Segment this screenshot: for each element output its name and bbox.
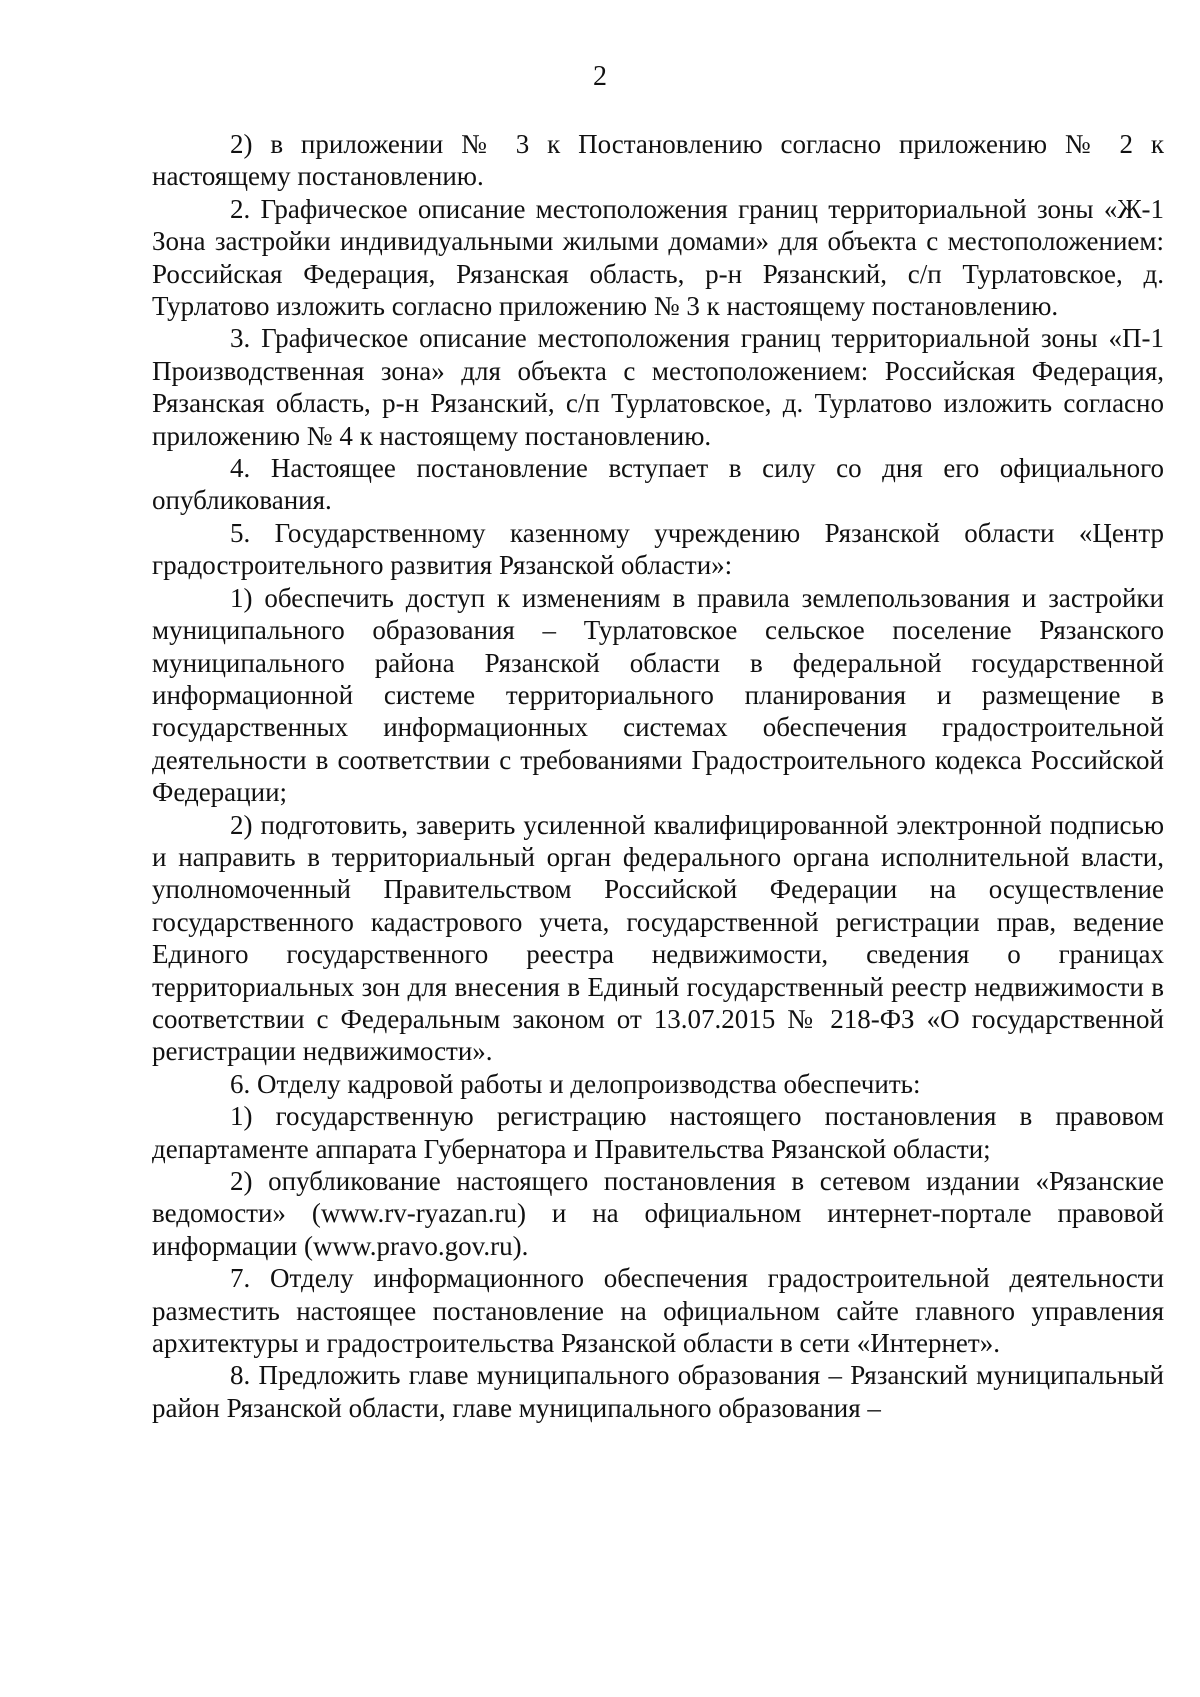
paragraph-6-subitem-1: 1) государственную регистрацию настоящего постановления в правовом департаменте аппарата Губернатора и Правительства Рязанской области;	[152, 1101, 1164, 1164]
paragraph-appendix-3-item-2: 2) в приложении № 3 к Постановлению согласно приложению № 2 к настоящему постановлению.	[152, 129, 1164, 192]
paragraph-6-records-department: 6. Отделу кадровой работы и делопроизводства обеспечить:	[230, 1068, 921, 1099]
paragraph-5-urban-development-center: 5. Государственному казенному учреждению Рязанской области «Центр градостроительного развития Рязанской области»:	[152, 517, 1164, 581]
paragraph-8-proposal: 8. Предложить главе муниципального образования – Рязанский муниципальный район Рязанской области, главе муниципального образования –	[152, 1360, 1164, 1423]
paragraph-6-subitem-2: 2) опубликование настоящего постановления в сетевом издании «Рязанские ведомости» (www.rv-ryazan.ru) и на официальном интернет-портале правовой информации (www.pravo.gov.ru).	[152, 1166, 1164, 1261]
paragraph-5-subitem-2: 2) подготовить, заверить усиленной квалифицированной электронной подписью и направить в территориальный орган федерального органа исполнительной власти, уполномоченный Правительством Российской Федерации на осуществление государственного кадастрового учета, государственной регистрации прав, ведение Единого государственного реестра недвижимости, сведения о границах территориальных зон для внесения в Единый государственный реестр недвижимости в соответствии с Федеральным законом от 13.07.2015 № 218-ФЗ «О государственной регистрации недвижимости».	[152, 809, 1164, 1067]
page-number: 2	[593, 61, 607, 92]
paragraph-7-information-department: 7. Отделу информационного обеспечения градостроительной деятельности разместить настоящее постановление на официальном сайте главного управления архитектуры и градостроительства Рязанской области в сети «Интернет».	[152, 1263, 1164, 1359]
paragraph-2-zone-zh1-description: 2. Графическое описание местоположения границ территориальной зоны «Ж-1 Зона застройки индивидуальными жилыми домами» для объекта с местоположением: Российская Федерация, Рязанская область, р-н Рязанский, с/п Турлатовское, д. Турлатово изложить согласно приложению № 3 к настоящему постановлению.	[152, 193, 1164, 322]
document-body	[152, 128, 1164, 1424]
paragraph-4-entry-into-force: 4. Настоящее постановление вступает в силу со дня его официального опубликования.	[152, 453, 1164, 516]
paragraph-3-zone-p1-description: 3. Графическое описание местоположения границ территориальной зоны «П-1 Производственная зона» для объекта с местоположением: Российская Федерация, Рязанская область, р-н Рязанский, с/п Турлатовское, д. Турлатово изложить согласно приложению № 4 к настоящему постановлению.	[152, 323, 1164, 451]
paragraph-5-subitem-1: 1) обеспечить доступ к изменениям в правила землепользования и застройки муниципального образования – Турлатовское сельское поселение Рязанского муниципального района Рязанской области в федеральной государственной информационной системе территориального планирования и размещение в государственных информационных системах обеспечения градостроительной деятельности в соответствии с требованиями Градостроительного кодекса Российской Федерации;	[152, 582, 1164, 808]
